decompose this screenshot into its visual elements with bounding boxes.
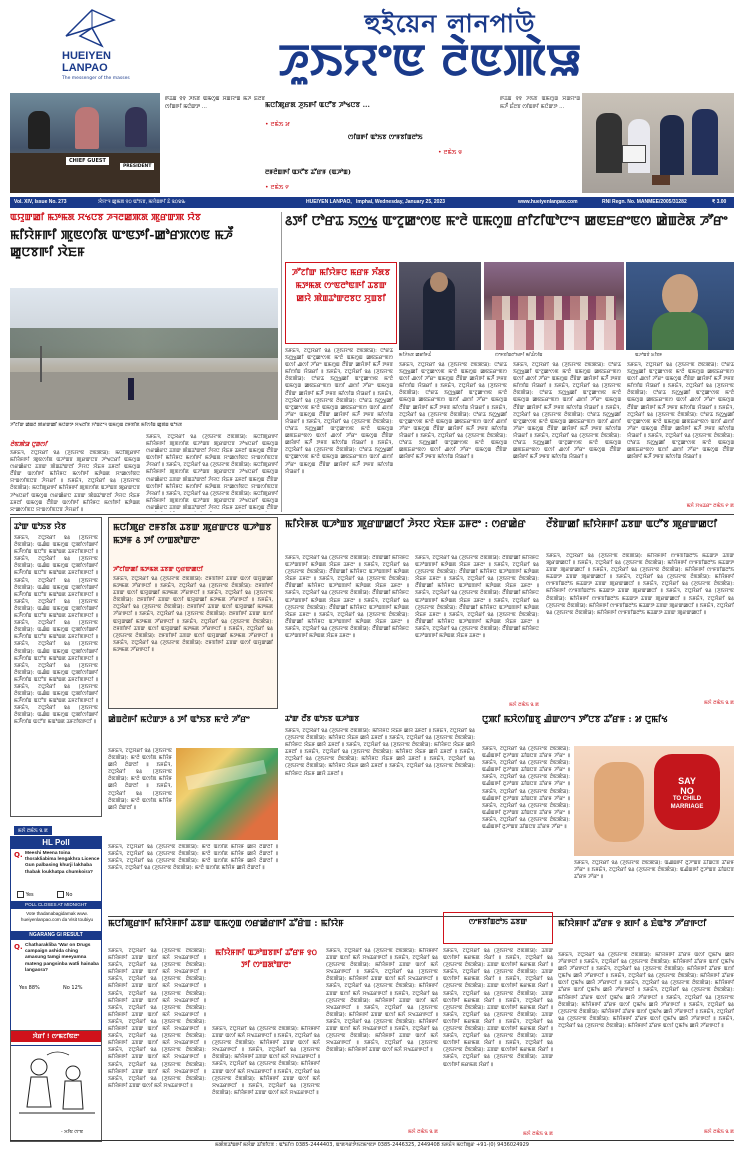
section-2-kicker: ꯍꯧꯖꯤꯛꯀꯤ ꯃꯇꯃꯗ ꯊꯕꯛ ꯁꯨꯔꯛꯀꯅꯤ — [113, 566, 204, 573]
brand-name-line1: HUEIYEN — [62, 50, 111, 62]
paper-name: HUEIYEN LANPAO, — [306, 199, 352, 205]
photo-caption-2: ꯁꯦꯝꯕꯤꯡꯂꯣꯏꯒꯤ ꯃꯤꯊꯪꯁꯤꯡ — [495, 353, 543, 358]
section-3-col-1: ꯏꯝꯐꯥꯜ, ꯖꯅꯨꯋꯥꯔꯤ ꯲꯴ (ꯍꯨꯏꯌꯦꯟ ꯂꯥꯟꯄꯥꯎ): ꯂꯩꯕꯥꯛꯀꯤ ꯃꯤꯌꯥꯝꯅ ꯑꯍꯣꯡꯕꯒꯤ ꯃꯇꯥꯡꯗ ꯋꯥꯐꯝ ꯊꯝꯂꯦ ꯫ ꯏꯝꯐꯥꯜ, ꯖꯅꯨꯋꯥꯔꯤ ꯲꯴ (ꯍꯨꯏꯌꯦꯟ ꯂꯥꯟꯄꯥꯎ): ꯂꯩꯕꯥꯛꯀꯤ ꯃꯤꯌꯥꯝꯅ ꯑꯍꯣꯡꯕꯒꯤ ꯃꯇꯥꯡꯗ ꯋꯥꯐꯝ ꯊꯝꯂꯦ ꯫ ꯏꯝꯐꯥꯜ, ꯖꯅꯨꯋꯥꯔꯤ ꯲꯴ (ꯍꯨꯏꯌꯦꯟ ꯂꯥꯟꯄꯥꯎ): ꯂꯩꯕꯥꯛꯀꯤ ꯃꯤꯌꯥꯝꯅ ꯑꯍꯣꯡꯕꯒꯤ ꯃꯇꯥꯡꯗ ꯋꯥꯐꯝ ꯊꯝꯂꯦ ꯫ ꯏꯝꯐꯥꯜ, ꯖꯅꯨꯋꯥꯔꯤ ꯲꯴ (ꯍꯨꯏꯌꯦꯟ ꯂꯥꯟꯄꯥꯎ): ꯂꯩꯕꯥꯛꯀꯤ ꯃꯤꯌꯥꯝꯅ ꯑꯍꯣꯡꯕꯒꯤ ꯃꯇꯥꯡꯗ ꯋꯥꯐꯝ ꯊꯝꯂꯦ ꯫ ꯏꯝꯐꯥꯜ, ꯖꯅꯨꯋꯥꯔꯤ ꯲꯴ (ꯍꯨꯏꯌꯦꯟ ꯂꯥꯟꯄꯥꯎ): ꯂꯩꯕꯥꯛꯀꯤ ꯃꯤꯌꯥꯝꯅ ꯑꯍꯣꯡꯕꯒꯤ ꯃꯇꯥꯡꯗ ꯋꯥꯐꯝ ꯊꯝꯂꯦ ꯫ ꯏꯝꯐꯥꯜ, ꯖꯅꯨꯋꯥꯔꯤ ꯲꯴ (ꯍꯨꯏꯌꯦꯟ ꯂꯥꯟꯄꯥꯎ): ꯂꯩꯕꯥꯛꯀꯤ ꯃꯤꯌꯥꯝꯅ ꯑꯍꯣꯡꯕꯒꯤ ꯃꯇꯥꯡꯗ ꯋꯥꯐꯝ ꯊꯝꯂꯦ ꯫ ꯏꯝꯐꯥꯜ, ꯖꯅꯨꯋꯥꯔꯤ ꯲꯴ (ꯍꯨꯏꯌꯦꯟ ꯂꯥꯟꯄꯥꯎ): ꯂꯩꯕꯥꯛꯀꯤ ꯃꯤꯌꯥꯝꯅ ꯑꯍꯣꯡꯕꯒꯤ ꯃꯇꯥꯡꯗ ꯋꯥꯐꯝ ꯊꯝꯂꯦ ꯫ — [285, 555, 409, 640]
poll-question: Meeshi Meena toina thorakliabima lengakhra Licence Gun palbasing khurji lakhaba thabak loukhatpa chumkoira? — [25, 851, 100, 875]
section-10 — [558, 918, 734, 1138]
section-6-body: ꯏꯝꯐꯥꯜ, ꯖꯅꯨꯋꯥꯔꯤ ꯲꯴ (ꯍꯨꯏꯌꯦꯟ ꯂꯥꯟꯄꯥꯎ): ꯃꯤꯌꯥꯝꯅ ꯋꯥꯐꯝ ꯀꯌꯥ ꯊꯝꯂꯤ ꯫ ꯏꯝꯐꯥꯜ, ꯖꯅꯨꯋꯥꯔꯤ ꯲꯴ (ꯍꯨꯏꯌꯦꯟ ꯂꯥꯟꯄꯥꯎ): ꯃꯤꯌꯥꯝꯅ ꯋꯥꯐꯝ ꯀꯌꯥ ꯊꯝꯂꯤ ꯫ ꯏꯝꯐꯥꯜ, ꯖꯅꯨꯋꯥꯔꯤ ꯲꯴ (ꯍꯨꯏꯌꯦꯟ ꯂꯥꯟꯄꯥꯎ): ꯃꯤꯌꯥꯝꯅ ꯋꯥꯐꯝ ꯀꯌꯥ ꯊꯝꯂꯤ ꯫ ꯏꯝꯐꯥꯜ, ꯖꯅꯨꯋꯥꯔꯤ ꯲꯴ (ꯍꯨꯏꯌꯦꯟ ꯂꯥꯟꯄꯥꯎ): ꯃꯤꯌꯥꯝꯅ ꯋꯥꯐꯝ ꯀꯌꯥ ꯊꯝꯂꯤ ꯫ ꯏꯝꯐꯥꯜ, ꯖꯅꯨꯋꯥꯔꯤ ꯲꯴ (ꯍꯨꯏꯌꯦꯟ ꯂꯥꯟꯄꯥꯎ): ꯃꯤꯌꯥꯝꯅ ꯋꯥꯐꯝ ꯀꯌꯥ ꯊꯝꯂꯤ ꯫ ꯏꯝꯐꯥꯜ, ꯖꯅꯨꯋꯥꯔꯤ ꯲꯴ (ꯍꯨꯏꯌꯦꯟ ꯂꯥꯟꯄꯥꯎ): ꯃꯤꯌꯥꯝꯅ ꯋꯥꯐꯝ ꯀꯌꯥ ꯊꯝꯂꯤ ꯫ ꯏꯝꯐꯥꯜ, ꯖꯅꯨꯋꯥꯔꯤ ꯲꯴ (ꯍꯨꯏꯌꯦꯟ ꯂꯥꯟꯄꯥꯎ): ꯃꯤꯌꯥꯝꯅ ꯋꯥꯐꯝ ꯀꯌꯥ ꯊꯝꯂꯤ ꯫ ꯏꯝꯐꯥꯜ, ꯖꯅꯨꯋꯥꯔꯤ ꯲꯴ (ꯍꯨꯏꯌꯦꯟ ꯂꯥꯟꯄꯥꯎ): ꯃꯤꯌꯥꯝꯅ ꯋꯥꯐꯝ ꯀꯌꯥ ꯊꯝꯂꯤ ꯫ — [285, 728, 475, 777]
top-left-photo — [10, 93, 160, 193]
cartoon-drawing — [17, 1047, 97, 1125]
lead-right-photo-1 — [399, 262, 481, 350]
child-marriage-sign-text-1: SAY — [678, 776, 696, 786]
masthead-title-meitei: ꯍꯨꯏꯌꯦꯟ ꯂꯥꯟꯄꯥꯎ — [278, 35, 582, 86]
section-3-headline: ꯃꯤꯌꯥꯝꯗ ꯑꯍꯣꯡꯕ ꯄꯨꯔꯛꯀꯅꯤ ꯍꯥꯌꯅ ꯋꯥꯐꯝ ꯊꯝꯂꯦ : ꯁꯔꯀꯥꯔ — [285, 519, 526, 530]
logo-icon — [62, 6, 118, 50]
cartoon-box — [10, 1030, 102, 1142]
poll-visit[interactable]: Vote thadanabagidamak www. hueiyenlanpao.com da Visit toubiyu — [20, 911, 94, 922]
section-10-headline: ꯃꯤꯌꯥꯝꯒꯤ ꯊꯧꯔꯝ ꯱ ꯗꯒꯤ ꯴ ꯐꯥꯑꯣꯕ ꯍꯧꯔꯒꯅꯤ — [558, 919, 707, 929]
website: www.hueiyenlanpao.com — [518, 199, 578, 205]
place-date: Imphal, Wednesday, January 25, 2023 — [356, 199, 446, 205]
lead-right-photo-3 — [626, 262, 734, 350]
section-6 — [285, 714, 475, 834]
lead-left-byline: ꯂꯥꯟꯄꯥꯎ ꯅꯨꯡꯁꯤ — [10, 441, 48, 448]
section-7-headline: ꯅꯨꯄꯤ ꯃꯆꯥꯁꯤꯡꯕꯨ ꯉꯥꯛꯁꯦꯜ ꯇꯧꯅꯕ ꯊꯧꯔꯝ : ꯷ ꯅꯨꯃꯤꯠ — [482, 715, 668, 725]
lead-left-kicker: ꯑꯌꯨꯛꯀꯤ ꯃꯇꯃꯗ ꯆꯠꯅꯕ ꯍꯜꯂꯀꯄꯗ ꯄꯨꯔꯛꯄ ꯌꯥꯕ — [10, 213, 201, 223]
child-marriage-photo — [574, 746, 734, 856]
poll-no-label: No — [65, 892, 73, 898]
footer: ꯃꯄꯥꯟꯊꯣꯡꯒꯤ ꯃꯆꯥꯛ ꯊꯤꯕꯤꯅꯕ : ꯑꯣꯐꯤꯁ 0385-2444403, ꯑꯦꯗꯚꯔꯇꯥꯏꯖꯃꯦꯟꯇ 0385-2446325, 2449408 ꯏꯝꯐꯥꯜ ꯃꯅꯤꯄꯨꯔ +91-(0) 9436024929 — [215, 1142, 529, 1148]
photo-caption-1: ꯃꯤꯍꯥꯏꯕ ꯀꯔꯤꯝꯊꯪ — [399, 353, 431, 358]
president-plate: PRESIDENT — [120, 163, 154, 170]
stop-hand-icon — [654, 754, 720, 830]
lead-left-body-1: ꯏꯝꯐꯥꯜ, ꯖꯅꯨꯋꯥꯔꯤ ꯲꯴ (ꯍꯨꯏꯌꯦꯟ ꯂꯥꯟꯄꯥꯎ): ꯃꯅꯤꯄꯨꯔꯒꯤ ꯃꯤꯌꯥꯝꯒꯤ ꯄꯨꯟꯁꯤꯗ ꯑꯍꯣꯡꯕ ꯄꯨꯔꯛꯅꯕ ꯍꯣꯠꯅꯔꯤ ꯑꯃꯁꯨꯡ ꯁꯔꯀꯥꯔꯅ ꯊꯕꯛ ꯄꯥꯡꯊꯣꯛꯂꯤ ꯍꯥꯌꯅ ꯋꯥꯐꯝ ꯊꯝꯂꯤ ꯑꯃꯁꯨꯡ ꯂꯩꯕꯥꯛ ꯑꯁꯤꯒꯤ ꯃꯤꯌꯥꯝꯅ ꯃꯁꯤꯒꯤ ꯃꯇꯥꯡꯗ ꯆꯦꯀꯁꯤꯟꯅ ꯌꯦꯡꯁꯤꯟꯅꯕ ꯍꯥꯌꯔꯤ ꯫ ꯏꯝꯐꯥꯜ, ꯖꯅꯨꯋꯥꯔꯤ ꯲꯴ (ꯍꯨꯏꯌꯦꯟ ꯂꯥꯟꯄꯥꯎ): ꯃꯅꯤꯄꯨꯔꯒꯤ ꯃꯤꯌꯥꯝꯒꯤ ꯄꯨꯟꯁꯤꯗ ꯑꯍꯣꯡꯕ ꯄꯨꯔꯛꯅꯕ ꯍꯣꯠꯅꯔꯤ ꯑꯃꯁꯨꯡ ꯁꯔꯀꯥꯔꯅ ꯊꯕꯛ ꯄꯥꯡꯊꯣꯛꯂꯤ ꯍꯥꯌꯅ ꯋꯥꯐꯝ ꯊꯝꯂꯤ ꯑꯃꯁꯨꯡ ꯂꯩꯕꯥꯛ ꯑꯁꯤꯒꯤ ꯃꯤꯌꯥꯝꯅ ꯃꯁꯤꯒꯤ ꯃꯇꯥꯡꯗ ꯆꯦꯀꯁꯤꯟꯅ ꯌꯦꯡꯁꯤꯟꯅꯕ ꯍꯥꯌꯔꯤ ꯫ — [10, 450, 140, 512]
chief-guest-plate: CHIEF GUEST — [66, 157, 109, 165]
child-marriage-sign-text-3: TO CHILD — [672, 796, 702, 802]
cartoon-title: ꯋꯥꯔꯤ ! ꯁꯦꯃꯖꯤꯟꯂꯦ — [11, 1031, 101, 1042]
section-10-more[interactable]: ꯃꯈꯥ ꯂꯃꯥꯏ ꯲ ꯗ — [704, 1129, 734, 1135]
photo-caption-3: ꯑꯍꯣꯡꯕꯥ ꯐꯤꯕꯝ — [635, 353, 663, 358]
lead-right-more[interactable]: ꯃꯈꯥ ꯆꯠꯊꯔꯦ ꯂꯃꯥꯏ ꯵ ꯗ — [686, 503, 734, 509]
section-8-headline: ꯃꯅꯤꯄꯨꯔꯒꯤ ꯃꯤꯌꯥꯝꯒꯤ ꯊꯕꯛ ꯑꯃꯁꯨꯡ ꯁꯔꯀꯥꯔꯒꯤ ꯊꯧꯔꯥꯡ : ꯃꯤꯌꯥꯝ — [108, 919, 344, 929]
teaser-3-text: ꯂꯝꯂꯥꯡꯒꯤ ꯑꯆꯧꯕ ꯊꯧꯔꯝ (ꯑꯍꯣꯡ) — [265, 168, 351, 176]
lead-right-photo-2 — [484, 262, 624, 350]
poll-heading: HL Poll — [11, 837, 101, 849]
section-9 — [443, 912, 553, 1138]
price: ₹ 3.00 — [712, 199, 727, 205]
teaser-2-text: ꯁꯤꯡꯒꯤ ꯑꯣꯏꯕ ꯁꯦꯝꯕꯤꯡꯂꯣꯏ — [348, 133, 423, 141]
lead-right — [285, 212, 734, 512]
section-9-box: ꯁꯦꯝꯕꯤꯡꯂꯣꯏ ꯊꯕꯛ — [443, 912, 553, 944]
section-3 — [285, 517, 540, 709]
section-3-col-2: ꯏꯝꯐꯥꯜ, ꯖꯅꯨꯋꯥꯔꯤ ꯲꯴ (ꯍꯨꯏꯌꯦꯟ ꯂꯥꯟꯄꯥꯎ): ꯂꯩꯕꯥꯛꯀꯤ ꯃꯤꯌꯥꯝꯅ ꯑꯍꯣꯡꯕꯒꯤ ꯃꯇꯥꯡꯗ ꯋꯥꯐꯝ ꯊꯝꯂꯦ ꯫ ꯏꯝꯐꯥꯜ, ꯖꯅꯨꯋꯥꯔꯤ ꯲꯴ (ꯍꯨꯏꯌꯦꯟ ꯂꯥꯟꯄꯥꯎ): ꯂꯩꯕꯥꯛꯀꯤ ꯃꯤꯌꯥꯝꯅ ꯑꯍꯣꯡꯕꯒꯤ ꯃꯇꯥꯡꯗ ꯋꯥꯐꯝ ꯊꯝꯂꯦ ꯫ ꯏꯝꯐꯥꯜ, ꯖꯅꯨꯋꯥꯔꯤ ꯲꯴ (ꯍꯨꯏꯌꯦꯟ ꯂꯥꯟꯄꯥꯎ): ꯂꯩꯕꯥꯛꯀꯤ ꯃꯤꯌꯥꯝꯅ ꯑꯍꯣꯡꯕꯒꯤ ꯃꯇꯥꯡꯗ ꯋꯥꯐꯝ ꯊꯝꯂꯦ ꯫ ꯏꯝꯐꯥꯜ, ꯖꯅꯨꯋꯥꯔꯤ ꯲꯴ (ꯍꯨꯏꯌꯦꯟ ꯂꯥꯟꯄꯥꯎ): ꯂꯩꯕꯥꯛꯀꯤ ꯃꯤꯌꯥꯝꯅ ꯑꯍꯣꯡꯕꯒꯤ ꯃꯇꯥꯡꯗ ꯋꯥꯐꯝ ꯊꯝꯂꯦ ꯫ ꯏꯝꯐꯥꯜ, ꯖꯅꯨꯋꯥꯔꯤ ꯲꯴ (ꯍꯨꯏꯌꯦꯟ ꯂꯥꯟꯄꯥꯎ): ꯂꯩꯕꯥꯛꯀꯤ ꯃꯤꯌꯥꯝꯅ ꯑꯍꯣꯡꯕꯒꯤ ꯃꯇꯥꯡꯗ ꯋꯥꯐꯝ ꯊꯝꯂꯦ ꯫ ꯏꯝꯐꯥꯜ, ꯖꯅꯨꯋꯥꯔꯤ ꯲꯴ (ꯍꯨꯏꯌꯦꯟ ꯂꯥꯟꯄꯥꯎ): ꯂꯩꯕꯥꯛꯀꯤ ꯃꯤꯌꯥꯝꯅ ꯑꯍꯣꯡꯕꯒꯤ ꯃꯇꯥꯡꯗ ꯋꯥꯐꯝ ꯊꯝꯂꯦ ꯫ ꯏꯝꯐꯥꯜ, ꯖꯅꯨꯋꯥꯔꯤ ꯲꯴ (ꯍꯨꯏꯌꯦꯟ ꯂꯥꯟꯄꯥꯎ): ꯂꯩꯕꯥꯛꯀꯤ ꯃꯤꯌꯥꯝꯅ ꯑꯍꯣꯡꯕꯒꯤ ꯃꯇꯥꯡꯗ ꯋꯥꯐꯝ ꯊꯝꯂꯦ ꯫ — [415, 555, 539, 640]
section-5-body-2: ꯏꯝꯐꯥꯜ, ꯖꯅꯨꯋꯥꯔꯤ ꯲꯴ (ꯍꯨꯏꯌꯦꯟ ꯂꯥꯟꯄꯥꯎ): ꯃꯦꯂꯥ ꯑꯁꯤꯗ ꯃꯤꯌꯥꯝ ꯀꯌꯥ ꯂꯥꯛꯂꯤ ꯫ ꯏꯝꯐꯥꯜ, ꯖꯅꯨꯋꯥꯔꯤ ꯲꯴ (ꯍꯨꯏꯌꯦꯟ ꯂꯥꯟꯄꯥꯎ): ꯃꯦꯂꯥ ꯑꯁꯤꯗ ꯃꯤꯌꯥꯝ ꯀꯌꯥ ꯂꯥꯛꯂꯤ ꯫ ꯏꯝꯐꯥꯜ, ꯖꯅꯨꯋꯥꯔꯤ ꯲꯴ (ꯍꯨꯏꯌꯦꯟ ꯂꯥꯟꯄꯥꯎ): ꯃꯦꯂꯥ ꯑꯁꯤꯗ ꯃꯤꯌꯥꯝ ꯀꯌꯥ ꯂꯥꯛꯂꯤ ꯫ ꯏꯝꯐꯥꯜ, ꯖꯅꯨꯋꯥꯔꯤ ꯲꯴ (ꯍꯨꯏꯌꯦꯟ ꯂꯥꯟꯄꯥꯎ): ꯃꯦꯂꯥ ꯑꯁꯤꯗ ꯃꯤꯌꯥꯝ ꯀꯌꯥ ꯂꯥꯛꯂꯤ ꯫ — [108, 844, 278, 872]
section-7-body-2: ꯏꯝꯐꯥꯜ, ꯖꯅꯨꯋꯥꯔꯤ ꯲꯴ (ꯍꯨꯏꯌꯦꯟ ꯂꯥꯟꯄꯥꯎ): ꯑꯉꯥꯡꯒꯤ ꯂꯨꯍꯣꯡꯕ ꯊꯤꯡꯅꯕ ꯊꯧꯔꯝ ꯍꯧꯔꯦ ꯫ ꯏꯝꯐꯥꯜ, ꯖꯅꯨꯋꯥꯔꯤ ꯲꯴ (ꯍꯨꯏꯌꯦꯟ ꯂꯥꯟꯄꯥꯎ): ꯑꯉꯥꯡꯒꯤ ꯂꯨꯍꯣꯡꯕ ꯊꯤꯡꯅꯕ ꯊꯧꯔꯝ ꯍꯧꯔꯦ ꯫ — [574, 860, 734, 881]
section-8-red-box: ꯃꯤꯌꯥꯝꯒꯤ ꯑꯍꯣꯡꯕꯒꯤ ꯊꯧꯔꯝ ꯱꯰ ꯇꯤ ꯁꯦꯡꯗꯣꯛꯂꯦ — [215, 947, 317, 969]
section-4-body: ꯏꯝꯐꯥꯜ, ꯖꯅꯨꯋꯥꯔꯤ ꯲꯴ (ꯍꯨꯏꯌꯦꯟ ꯂꯥꯟꯄꯥꯎ): ꯃꯤꯌꯥꯝꯒꯤ ꯁꯦꯝꯕꯤꯡꯂꯣꯏ ꯃꯊꯛꯇ ꯊꯕꯛ ꯄꯨꯔꯛꯀꯅꯤ ꯫ ꯏꯝꯐꯥꯜ, ꯖꯅꯨꯋꯥꯔꯤ ꯲꯴ (ꯍꯨꯏꯌꯦꯟ ꯂꯥꯟꯄꯥꯎ): ꯃꯤꯌꯥꯝꯒꯤ ꯁꯦꯝꯕꯤꯡꯂꯣꯏ ꯃꯊꯛꯇ ꯊꯕꯛ ꯄꯨꯔꯛꯀꯅꯤ ꯫ ꯏꯝꯐꯥꯜ, ꯖꯅꯨꯋꯥꯔꯤ ꯲꯴ (ꯍꯨꯏꯌꯦꯟ ꯂꯥꯟꯄꯥꯎ): ꯃꯤꯌꯥꯝꯒꯤ ꯁꯦꯝꯕꯤꯡꯂꯣꯏ ꯃꯊꯛꯇ ꯊꯕꯛ ꯄꯨꯔꯛꯀꯅꯤ ꯫ ꯏꯝꯐꯥꯜ, ꯖꯅꯨꯋꯥꯔꯤ ꯲꯴ (ꯍꯨꯏꯌꯦꯟ ꯂꯥꯟꯄꯥꯎ): ꯃꯤꯌꯥꯝꯒꯤ ꯁꯦꯝꯕꯤꯡꯂꯣꯏ ꯃꯊꯛꯇ ꯊꯕꯛ ꯄꯨꯔꯛꯀꯅꯤ ꯫ ꯏꯝꯐꯥꯜ, ꯖꯅꯨꯋꯥꯔꯤ ꯲꯴ (ꯍꯨꯏꯌꯦꯟ ꯂꯥꯟꯄꯥꯎ): ꯃꯤꯌꯥꯝꯒꯤ ꯁꯦꯝꯕꯤꯡꯂꯣꯏ ꯃꯊꯛꯇ ꯊꯕꯛ ꯄꯨꯔꯛꯀꯅꯤ ꯫ ꯏꯝꯐꯥꯜ, ꯖꯅꯨꯋꯥꯔꯤ ꯲꯴ (ꯍꯨꯏꯌꯦꯟ ꯂꯥꯟꯄꯥꯎ): ꯃꯤꯌꯥꯝꯒꯤ ꯁꯦꯝꯕꯤꯡꯂꯣꯏ ꯃꯊꯛꯇ ꯊꯕꯛ ꯄꯨꯔꯛꯀꯅꯤ ꯫ ꯏꯝꯐꯥꯜ, ꯖꯅꯨꯋꯥꯔꯤ ꯲꯴ (ꯍꯨꯏꯌꯦꯟ ꯂꯥꯟꯄꯥꯎ): ꯃꯤꯌꯥꯝꯒꯤ ꯁꯦꯝꯕꯤꯡꯂꯣꯏ ꯃꯊꯛꯇ ꯊꯕꯛ ꯄꯨꯔꯛꯀꯅꯤ ꯫ ꯏꯝꯐꯥꯜ, ꯖꯅꯨꯋꯥꯔꯤ ꯲꯴ (ꯍꯨꯏꯌꯦꯟ ꯂꯥꯟꯄꯥꯎ): ꯃꯤꯌꯥꯝꯒꯤ ꯁꯦꯝꯕꯤꯡꯂꯣꯏ ꯃꯊꯛꯇ ꯊꯕꯛ ꯄꯨꯔꯛꯀꯅꯤ ꯫ — [546, 553, 734, 616]
volume: Vol. XIV, Issue No. 273 — [14, 199, 67, 205]
meitei-date: ꯋꯥꯌꯦꯜ ꯀꯨꯃꯗ ꯱꯰ ꯑꯣꯏꯕ, ꯃꯌꯥꯡꯒꯤ ꯊꯥ ꯲꯰꯲꯳ — [98, 199, 186, 205]
teaser-1-page: • ꯂꯃꯥꯏ ꯷ — [265, 121, 290, 128]
lead-right-col-1: ꯏꯝꯐꯥꯜ, ꯖꯅꯨꯋꯥꯔꯤ ꯲꯴ (ꯍꯨꯏꯌꯦꯟ ꯂꯥꯟꯄꯥꯎ): ꯅꯣꯔꯊ ꯏꯁ꯭ꯠꯀꯤ ꯑꯦꯖꯨꯀꯦꯁꯟ ꯃꯦꯂꯥ ꯑꯃꯁꯨꯡ ꯀꯟꯐꯔꯦꯟꯁ ꯑꯁꯤ ꯉꯁꯤ ꯍꯧꯔꯦ ꯑꯃꯁꯨꯡ ꯂꯩꯕꯥꯛ ꯀꯌꯥꯒꯤ ꯃꯍꯩ ꯇꯝꯕ ꯃꯤꯁꯤꯡ ꯌꯥꯎꯔꯤ ꯫ ꯏꯝꯐꯥꯜ, ꯖꯅꯨꯋꯥꯔꯤ ꯲꯴ (ꯍꯨꯏꯌꯦꯟ ꯂꯥꯟꯄꯥꯎ): ꯅꯣꯔꯊ ꯏꯁ꯭ꯠꯀꯤ ꯑꯦꯖꯨꯀꯦꯁꯟ ꯃꯦꯂꯥ ꯑꯃꯁꯨꯡ ꯀꯟꯐꯔꯦꯟꯁ ꯑꯁꯤ ꯉꯁꯤ ꯍꯧꯔꯦ ꯑꯃꯁꯨꯡ ꯂꯩꯕꯥꯛ ꯀꯌꯥꯒꯤ ꯃꯍꯩ ꯇꯝꯕ ꯃꯤꯁꯤꯡ ꯌꯥꯎꯔꯤ ꯫ ꯏꯝꯐꯥꯜ, ꯖꯅꯨꯋꯥꯔꯤ ꯲꯴ (ꯍꯨꯏꯌꯦꯟ ꯂꯥꯟꯄꯥꯎ): ꯅꯣꯔꯊ ꯏꯁ꯭ꯠꯀꯤ ꯑꯦꯖꯨꯀꯦꯁꯟ ꯃꯦꯂꯥ ꯑꯃꯁꯨꯡ ꯀꯟꯐꯔꯦꯟꯁ ꯑꯁꯤ ꯉꯁꯤ ꯍꯧꯔꯦ ꯑꯃꯁꯨꯡ ꯂꯩꯕꯥꯛ ꯀꯌꯥꯒꯤ ꯃꯍꯩ ꯇꯝꯕ ꯃꯤꯁꯤꯡ ꯌꯥꯎꯔꯤ ꯫ ꯏꯝꯐꯥꯜ, ꯖꯅꯨꯋꯥꯔꯤ ꯲꯴ (ꯍꯨꯏꯌꯦꯟ ꯂꯥꯟꯄꯥꯎ): ꯅꯣꯔꯊ ꯏꯁ꯭ꯠꯀꯤ ꯑꯦꯖꯨꯀꯦꯁꯟ ꯃꯦꯂꯥ ꯑꯃꯁꯨꯡ ꯀꯟꯐꯔꯦꯟꯁ ꯑꯁꯤ ꯉꯁꯤ ꯍꯧꯔꯦ ꯑꯃꯁꯨꯡ ꯂꯩꯕꯥꯛ ꯀꯌꯥꯒꯤ ꯃꯍꯩ ꯇꯝꯕ ꯃꯤꯁꯤꯡ ꯌꯥꯎꯔꯤ ꯫ ꯏꯝꯐꯥꯜ, ꯖꯅꯨꯋꯥꯔꯤ ꯲꯴ (ꯍꯨꯏꯌꯦꯟ ꯂꯥꯟꯄꯥꯎ): ꯅꯣꯔꯊ ꯏꯁ꯭ꯠꯀꯤ ꯑꯦꯖꯨꯀꯦꯁꯟ ꯃꯦꯂꯥ ꯑꯃꯁꯨꯡ ꯀꯟꯐꯔꯦꯟꯁ ꯑꯁꯤ ꯉꯁꯤ ꯍꯧꯔꯦ ꯑꯃꯁꯨꯡ ꯂꯩꯕꯥꯛ ꯀꯌꯥꯒꯤ ꯃꯍꯩ ꯇꯝꯕ ꯃꯤꯁꯤꯡ ꯌꯥꯎꯔꯤ ꯫ — [285, 348, 393, 475]
section-7-body: ꯏꯝꯐꯥꯜ, ꯖꯅꯨꯋꯥꯔꯤ ꯲꯴ (ꯍꯨꯏꯌꯦꯟ ꯂꯥꯟꯄꯥꯎ): ꯑꯉꯥꯡꯒꯤ ꯂꯨꯍꯣꯡꯕ ꯊꯤꯡꯅꯕ ꯊꯧꯔꯝ ꯍꯧꯔꯦ ꯫ ꯏꯝꯐꯥꯜ, ꯖꯅꯨꯋꯥꯔꯤ ꯲꯴ (ꯍꯨꯏꯌꯦꯟ ꯂꯥꯟꯄꯥꯎ): ꯑꯉꯥꯡꯒꯤ ꯂꯨꯍꯣꯡꯕ ꯊꯤꯡꯅꯕ ꯊꯧꯔꯝ ꯍꯧꯔꯦ ꯫ ꯏꯝꯐꯥꯜ, ꯖꯅꯨꯋꯥꯔꯤ ꯲꯴ (ꯍꯨꯏꯌꯦꯟ ꯂꯥꯟꯄꯥꯎ): ꯑꯉꯥꯡꯒꯤ ꯂꯨꯍꯣꯡꯕ ꯊꯤꯡꯅꯕ ꯊꯧꯔꯝ ꯍꯧꯔꯦ ꯫ ꯏꯝꯐꯥꯜ, ꯖꯅꯨꯋꯥꯔꯤ ꯲꯴ (ꯍꯨꯏꯌꯦꯟ ꯂꯥꯟꯄꯥꯎ): ꯑꯉꯥꯡꯒꯤ ꯂꯨꯍꯣꯡꯕ ꯊꯤꯡꯅꯕ ꯊꯧꯔꯝ ꯍꯧꯔꯦ ꯫ ꯏꯝꯐꯥꯜ, ꯖꯅꯨꯋꯥꯔꯤ ꯲꯴ (ꯍꯨꯏꯌꯦꯟ ꯂꯥꯟꯄꯥꯎ): ꯑꯉꯥꯡꯒꯤ ꯂꯨꯍꯣꯡꯕ ꯊꯤꯡꯅꯕ ꯊꯧꯔꯝ ꯍꯧꯔꯦ ꯫ ꯏꯝꯐꯥꯜ, ꯖꯅꯨꯋꯥꯔꯤ ꯲꯴ (ꯍꯨꯏꯌꯦꯟ ꯂꯥꯟꯄꯥꯎ): ꯑꯉꯥꯡꯒꯤ ꯂꯨꯍꯣꯡꯕ ꯊꯤꯡꯅꯕ ꯊꯧꯔꯝ ꯍꯧꯔꯦ ꯫ — [482, 746, 570, 831]
poll-result-yes: Yes 88% — [19, 985, 40, 991]
section-8-col-1: ꯏꯝꯐꯥꯜ, ꯖꯅꯨꯋꯥꯔꯤ ꯲꯴ (ꯍꯨꯏꯌꯦꯟ ꯂꯥꯟꯄꯥꯎ): ꯃꯤꯌꯥꯝꯒꯤ ꯊꯕꯛ ꯑꯁꯤ ꯃꯈꯥ ꯆꯠꯊꯔꯒꯅꯤ ꯫ ꯏꯝꯐꯥꯜ, ꯖꯅꯨꯋꯥꯔꯤ ꯲꯴ (ꯍꯨꯏꯌꯦꯟ ꯂꯥꯟꯄꯥꯎ): ꯃꯤꯌꯥꯝꯒꯤ ꯊꯕꯛ ꯑꯁꯤ ꯃꯈꯥ ꯆꯠꯊꯔꯒꯅꯤ ꯫ ꯏꯝꯐꯥꯜ, ꯖꯅꯨꯋꯥꯔꯤ ꯲꯴ (ꯍꯨꯏꯌꯦꯟ ꯂꯥꯟꯄꯥꯎ): ꯃꯤꯌꯥꯝꯒꯤ ꯊꯕꯛ ꯑꯁꯤ ꯃꯈꯥ ꯆꯠꯊꯔꯒꯅꯤ ꯫ ꯏꯝꯐꯥꯜ, ꯖꯅꯨꯋꯥꯔꯤ ꯲꯴ (ꯍꯨꯏꯌꯦꯟ ꯂꯥꯟꯄꯥꯎ): ꯃꯤꯌꯥꯝꯒꯤ ꯊꯕꯛ ꯑꯁꯤ ꯃꯈꯥ ꯆꯠꯊꯔꯒꯅꯤ ꯫ ꯏꯝꯐꯥꯜ, ꯖꯅꯨꯋꯥꯔꯤ ꯲꯴ (ꯍꯨꯏꯌꯦꯟ ꯂꯥꯟꯄꯥꯎ): ꯃꯤꯌꯥꯝꯒꯤ ꯊꯕꯛ ꯑꯁꯤ ꯃꯈꯥ ꯆꯠꯊꯔꯒꯅꯤ ꯫ ꯏꯝꯐꯥꯜ, ꯖꯅꯨꯋꯥꯔꯤ ꯲꯴ (ꯍꯨꯏꯌꯦꯟ ꯂꯥꯟꯄꯥꯎ): ꯃꯤꯌꯥꯝꯒꯤ ꯊꯕꯛ ꯑꯁꯤ ꯃꯈꯥ ꯆꯠꯊꯔꯒꯅꯤ ꯫ ꯏꯝꯐꯥꯜ, ꯖꯅꯨꯋꯥꯔꯤ ꯲꯴ (ꯍꯨꯏꯌꯦꯟ ꯂꯥꯟꯄꯥꯎ): ꯃꯤꯌꯥꯝꯒꯤ ꯊꯕꯛ ꯑꯁꯤ ꯃꯈꯥ ꯆꯠꯊꯔꯒꯅꯤ ꯫ ꯏꯝꯐꯥꯜ, ꯖꯅꯨꯋꯥꯔꯤ ꯲꯴ (ꯍꯨꯏꯌꯦꯟ ꯂꯥꯟꯄꯥꯎ): ꯃꯤꯌꯥꯝꯒꯤ ꯊꯕꯛ ꯑꯁꯤ ꯃꯈꯥ ꯆꯠꯊꯔꯒꯅꯤ ꯫ ꯏꯝꯐꯥꯜ, ꯖꯅꯨꯋꯥꯔꯤ ꯲꯴ (ꯍꯨꯏꯌꯦꯟ ꯂꯥꯟꯄꯥꯎ): ꯃꯤꯌꯥꯝꯒꯤ ꯊꯕꯛ ꯑꯁꯤ ꯃꯈꯥ ꯆꯠꯊꯔꯒꯅꯤ ꯫ ꯏꯝꯐꯥꯜ, ꯖꯅꯨꯋꯥꯔꯤ ꯲꯴ (ꯍꯨꯏꯌꯦꯟ ꯂꯥꯟꯄꯥꯎ): ꯃꯤꯌꯥꯝꯒꯤ ꯊꯕꯛ ꯑꯁꯤ ꯃꯈꯥ ꯆꯠꯊꯔꯒꯅꯤ ꯫ — [108, 948, 206, 1089]
masthead — [0, 0, 743, 92]
masthead-title-bengali: হুইয়েন লানপাউ — [364, 9, 536, 38]
teaser-3-page: • ꯂꯃꯥꯏ ꯵ — [265, 184, 289, 191]
poll-no-option[interactable] — [57, 891, 72, 898]
section-2-body: ꯏꯝꯐꯥꯜ, ꯖꯅꯨꯋꯥꯔꯤ ꯲꯴ (ꯍꯨꯏꯌꯦꯟ ꯂꯥꯟꯄꯥꯎ): ꯂꯝꯕꯤꯒꯤ ꯊꯕꯛ ꯑꯁꯤ ꯑꯌꯨꯛꯀꯤ ꯃꯇꯃꯗ ꯍꯧꯔꯒꯅꯤ ꯫ ꯏꯝꯐꯥꯜ, ꯖꯅꯨꯋꯥꯔꯤ ꯲꯴ (ꯍꯨꯏꯌꯦꯟ ꯂꯥꯟꯄꯥꯎ): ꯂꯝꯕꯤꯒꯤ ꯊꯕꯛ ꯑꯁꯤ ꯑꯌꯨꯛꯀꯤ ꯃꯇꯃꯗ ꯍꯧꯔꯒꯅꯤ ꯫ ꯏꯝꯐꯥꯜ, ꯖꯅꯨꯋꯥꯔꯤ ꯲꯴ (ꯍꯨꯏꯌꯦꯟ ꯂꯥꯟꯄꯥꯎ): ꯂꯝꯕꯤꯒꯤ ꯊꯕꯛ ꯑꯁꯤ ꯑꯌꯨꯛꯀꯤ ꯃꯇꯃꯗ ꯍꯧꯔꯒꯅꯤ ꯫ ꯏꯝꯐꯥꯜ, ꯖꯅꯨꯋꯥꯔꯤ ꯲꯴ (ꯍꯨꯏꯌꯦꯟ ꯂꯥꯟꯄꯥꯎ): ꯂꯝꯕꯤꯒꯤ ꯊꯕꯛ ꯑꯁꯤ ꯑꯌꯨꯛꯀꯤ ꯃꯇꯃꯗ ꯍꯧꯔꯒꯅꯤ ꯫ ꯏꯝꯐꯥꯜ, ꯖꯅꯨꯋꯥꯔꯤ ꯲꯴ (ꯍꯨꯏꯌꯦꯟ ꯂꯥꯟꯄꯥꯎ): ꯂꯝꯕꯤꯒꯤ ꯊꯕꯛ ꯑꯁꯤ ꯑꯌꯨꯛꯀꯤ ꯃꯇꯃꯗ ꯍꯧꯔꯒꯅꯤ ꯫ ꯏꯝꯐꯥꯜ, ꯖꯅꯨꯋꯥꯔꯤ ꯲꯴ (ꯍꯨꯏꯌꯦꯟ ꯂꯥꯟꯄꯥꯎ): ꯂꯝꯕꯤꯒꯤ ꯊꯕꯛ ꯑꯁꯤ ꯑꯌꯨꯛꯀꯤ ꯃꯇꯃꯗ ꯍꯧꯔꯒꯅꯤ ꯫ ꯏꯝꯐꯥꯜ, ꯖꯅꯨꯋꯥꯔꯤ ꯲꯴ (ꯍꯨꯏꯌꯦꯟ ꯂꯥꯟꯄꯥꯎ): ꯂꯝꯕꯤꯒꯤ ꯊꯕꯛ ꯑꯁꯤ ꯑꯌꯨꯛꯀꯤ ꯃꯇꯃꯗ ꯍꯧꯔꯒꯅꯤ ꯫ ꯏꯝꯐꯥꯜ, ꯖꯅꯨꯋꯥꯔꯤ ꯲꯴ (ꯍꯨꯏꯌꯦꯟ ꯂꯥꯟꯄꯥꯎ): ꯂꯝꯕꯤꯒꯤ ꯊꯕꯛ ꯑꯁꯤ ꯑꯌꯨꯛꯀꯤ ꯃꯇꯃꯗ ꯍꯧꯔꯒꯅꯤ ꯫ — [113, 576, 273, 653]
teaser-left-sidebar[interactable]: ꯃꯈꯥ ꯂꯃꯥꯏ ꯲ ꯗ — [14, 826, 52, 835]
top-right-photo — [582, 93, 734, 193]
lead-right-col-4: ꯏꯝꯐꯥꯜ, ꯖꯅꯨꯋꯥꯔꯤ ꯲꯴ (ꯍꯨꯏꯌꯦꯟ ꯂꯥꯟꯄꯥꯎ): ꯅꯣꯔꯊ ꯏꯁ꯭ꯠꯀꯤ ꯑꯦꯖꯨꯀꯦꯁꯟ ꯃꯦꯂꯥ ꯑꯃꯁꯨꯡ ꯀꯟꯐꯔꯦꯟꯁ ꯑꯁꯤ ꯉꯁꯤ ꯍꯧꯔꯦ ꯑꯃꯁꯨꯡ ꯂꯩꯕꯥꯛ ꯀꯌꯥꯒꯤ ꯃꯍꯩ ꯇꯝꯕ ꯃꯤꯁꯤꯡ ꯌꯥꯎꯔꯤ ꯫ ꯏꯝꯐꯥꯜ, ꯖꯅꯨꯋꯥꯔꯤ ꯲꯴ (ꯍꯨꯏꯌꯦꯟ ꯂꯥꯟꯄꯥꯎ): ꯅꯣꯔꯊ ꯏꯁ꯭ꯠꯀꯤ ꯑꯦꯖꯨꯀꯦꯁꯟ ꯃꯦꯂꯥ ꯑꯃꯁꯨꯡ ꯀꯟꯐꯔꯦꯟꯁ ꯑꯁꯤ ꯉꯁꯤ ꯍꯧꯔꯦ ꯑꯃꯁꯨꯡ ꯂꯩꯕꯥꯛ ꯀꯌꯥꯒꯤ ꯃꯍꯩ ꯇꯝꯕ ꯃꯤꯁꯤꯡ ꯌꯥꯎꯔꯤ ꯫ ꯏꯝꯐꯥꯜ, ꯖꯅꯨꯋꯥꯔꯤ ꯲꯴ (ꯍꯨꯏꯌꯦꯟ ꯂꯥꯟꯄꯥꯎ): ꯅꯣꯔꯊ ꯏꯁ꯭ꯠꯀꯤ ꯑꯦꯖꯨꯀꯦꯁꯟ ꯃꯦꯂꯥ ꯑꯃꯁꯨꯡ ꯀꯟꯐꯔꯦꯟꯁ ꯑꯁꯤ ꯉꯁꯤ ꯍꯧꯔꯦ ꯑꯃꯁꯨꯡ ꯂꯩꯕꯥꯛ ꯀꯌꯥꯒꯤ ꯃꯍꯩ ꯇꯝꯕ ꯃꯤꯁꯤꯡ ꯌꯥꯎꯔꯤ ꯫ ꯏꯝꯐꯥꯜ, ꯖꯅꯨꯋꯥꯔꯤ ꯲꯴ (ꯍꯨꯏꯌꯦꯟ ꯂꯥꯟꯄꯥꯎ): ꯅꯣꯔꯊ ꯏꯁ꯭ꯠꯀꯤ ꯑꯦꯖꯨꯀꯦꯁꯟ ꯃꯦꯂꯥ ꯑꯃꯁꯨꯡ ꯀꯟꯐꯔꯦꯟꯁ ꯑꯁꯤ ꯉꯁꯤ ꯍꯧꯔꯦ ꯑꯃꯁꯨꯡ ꯂꯩꯕꯥꯛ ꯀꯌꯥꯒꯤ ꯃꯍꯩ ꯇꯝꯕ ꯃꯤꯁꯤꯡ ꯌꯥꯎꯔꯤ ꯫ — [627, 362, 734, 461]
section-3-more[interactable]: ꯃꯈꯥ ꯂꯃꯥꯏ ꯲ ꯗ — [509, 702, 539, 708]
top-right-story: ꯒꯪꯊꯥꯡ ꯱꯱ ꯍꯥꯏꯕ ꯑꯃꯁꯨꯡ ꯆꯥꯡꯌꯦꯡ ꯃꯍꯩ ꯐꯪꯂꯕ ꯁꯤꯡꯒꯤ ꯃꯅꯥꯛꯇ ... — [500, 96, 580, 110]
lead-left-photo — [10, 288, 278, 420]
section-5-headline: ꯀꯥꯡꯂꯥꯒꯤ ꯃꯅꯥꯛꯇ ꯴ ꯇꯤ ꯑꯣꯏꯕ ꯃꯦꯂꯥ ꯍꯧꯔꯦ — [108, 715, 250, 725]
section-7 — [482, 714, 734, 914]
section-5-body-1: ꯏꯝꯐꯥꯜ, ꯖꯅꯨꯋꯥꯔꯤ ꯲꯴ (ꯍꯨꯏꯌꯦꯟ ꯂꯥꯟꯄꯥꯎ): ꯃꯦꯂꯥ ꯑꯁꯤꯗ ꯃꯤꯌꯥꯝ ꯀꯌꯥ ꯂꯥꯛꯂꯤ ꯫ ꯏꯝꯐꯥꯜ, ꯖꯅꯨꯋꯥꯔꯤ ꯲꯴ (ꯍꯨꯏꯌꯦꯟ ꯂꯥꯟꯄꯥꯎ): ꯃꯦꯂꯥ ꯑꯁꯤꯗ ꯃꯤꯌꯥꯝ ꯀꯌꯥ ꯂꯥꯛꯂꯤ ꯫ ꯏꯝꯐꯥꯜ, ꯖꯅꯨꯋꯥꯔꯤ ꯲꯴ (ꯍꯨꯏꯌꯦꯟ ꯂꯥꯟꯄꯥꯎ): ꯃꯦꯂꯥ ꯑꯁꯤꯗ ꯃꯤꯌꯥꯝ ꯀꯌꯥ ꯂꯥꯛꯂꯤ ꯫ — [108, 748, 172, 811]
section-2-headline: ꯃꯅꯤꯄꯨꯔ ꯂꯝꯕꯤꯗ ꯊꯕꯛ ꯄꯨꯔꯛꯅꯕ ꯑꯍꯣꯡꯕ ꯃꯇꯝ ꯴ ꯇꯤ ꯁꯦꯡꯗꯣꯛꯂꯦ — [113, 523, 272, 546]
section-8-more[interactable]: ꯃꯈꯥ ꯂꯃꯥꯏ ꯲ ꯗ — [408, 1129, 438, 1135]
section-8-col-2: ꯏꯝꯐꯥꯜ, ꯖꯅꯨꯋꯥꯔꯤ ꯲꯴ (ꯍꯨꯏꯌꯦꯟ ꯂꯥꯟꯄꯥꯎ): ꯃꯤꯌꯥꯝꯒꯤ ꯊꯕꯛ ꯑꯁꯤ ꯃꯈꯥ ꯆꯠꯊꯔꯒꯅꯤ ꯫ ꯏꯝꯐꯥꯜ, ꯖꯅꯨꯋꯥꯔꯤ ꯲꯴ (ꯍꯨꯏꯌꯦꯟ ꯂꯥꯟꯄꯥꯎ): ꯃꯤꯌꯥꯝꯒꯤ ꯊꯕꯛ ꯑꯁꯤ ꯃꯈꯥ ꯆꯠꯊꯔꯒꯅꯤ ꯫ ꯏꯝꯐꯥꯜ, ꯖꯅꯨꯋꯥꯔꯤ ꯲꯴ (ꯍꯨꯏꯌꯦꯟ ꯂꯥꯟꯄꯥꯎ): ꯃꯤꯌꯥꯝꯒꯤ ꯊꯕꯛ ꯑꯁꯤ ꯃꯈꯥ ꯆꯠꯊꯔꯒꯅꯤ ꯫ ꯏꯝꯐꯥꯜ, ꯖꯅꯨꯋꯥꯔꯤ ꯲꯴ (ꯍꯨꯏꯌꯦꯟ ꯂꯥꯟꯄꯥꯎ): ꯃꯤꯌꯥꯝꯒꯤ ꯊꯕꯛ ꯑꯁꯤ ꯃꯈꯥ ꯆꯠꯊꯔꯒꯅꯤ ꯫ ꯏꯝꯐꯥꯜ, ꯖꯅꯨꯋꯥꯔꯤ ꯲꯴ (ꯍꯨꯏꯌꯦꯟ ꯂꯥꯟꯄꯥꯎ): ꯃꯤꯌꯥꯝꯒꯤ ꯊꯕꯛ ꯑꯁꯤ ꯃꯈꯥ ꯆꯠꯊꯔꯒꯅꯤ ꯫ ꯏꯝꯐꯥꯜ, ꯖꯅꯨꯋꯥꯔꯤ ꯲꯴ (ꯍꯨꯏꯌꯦꯟ ꯂꯥꯟꯄꯥꯎ): ꯃꯤꯌꯥꯝꯒꯤ ꯊꯕꯛ ꯑꯁꯤ ꯃꯈꯥ ꯆꯠꯊꯔꯒꯅꯤ ꯫ — [212, 1026, 320, 1096]
lead-right-headline: ꯴ꯇꯤ ꯅꯣꯔꯊ ꯏꯁ꯭ꯠ ꯑꯦꯖꯨꯀꯦꯁꯟ ꯃꯦꯂꯥ ꯑꯃꯁꯨꯡ ꯔꯤꯖꯤꯑꯣꯅꯦꯜ ꯀꯟꯐꯔꯦꯟꯁ ꯀꯥꯡꯂꯥꯗ ꯍꯧꯔꯦ — [285, 214, 728, 229]
section-2 — [108, 517, 278, 709]
child-marriage-sign-text-2: NO — [680, 786, 694, 796]
section-8-col-3: ꯏꯝꯐꯥꯜ, ꯖꯅꯨꯋꯥꯔꯤ ꯲꯴ (ꯍꯨꯏꯌꯦꯟ ꯂꯥꯟꯄꯥꯎ): ꯃꯤꯌꯥꯝꯒꯤ ꯊꯕꯛ ꯑꯁꯤ ꯃꯈꯥ ꯆꯠꯊꯔꯒꯅꯤ ꯫ ꯏꯝꯐꯥꯜ, ꯖꯅꯨꯋꯥꯔꯤ ꯲꯴ (ꯍꯨꯏꯌꯦꯟ ꯂꯥꯟꯄꯥꯎ): ꯃꯤꯌꯥꯝꯒꯤ ꯊꯕꯛ ꯑꯁꯤ ꯃꯈꯥ ꯆꯠꯊꯔꯒꯅꯤ ꯫ ꯏꯝꯐꯥꯜ, ꯖꯅꯨꯋꯥꯔꯤ ꯲꯴ (ꯍꯨꯏꯌꯦꯟ ꯂꯥꯟꯄꯥꯎ): ꯃꯤꯌꯥꯝꯒꯤ ꯊꯕꯛ ꯑꯁꯤ ꯃꯈꯥ ꯆꯠꯊꯔꯒꯅꯤ ꯫ ꯏꯝꯐꯥꯜ, ꯖꯅꯨꯋꯥꯔꯤ ꯲꯴ (ꯍꯨꯏꯌꯦꯟ ꯂꯥꯟꯄꯥꯎ): ꯃꯤꯌꯥꯝꯒꯤ ꯊꯕꯛ ꯑꯁꯤ ꯃꯈꯥ ꯆꯠꯊꯔꯒꯅꯤ ꯫ ꯏꯝꯐꯥꯜ, ꯖꯅꯨꯋꯥꯔꯤ ꯲꯴ (ꯍꯨꯏꯌꯦꯟ ꯂꯥꯟꯄꯥꯎ): ꯃꯤꯌꯥꯝꯒꯤ ꯊꯕꯛ ꯑꯁꯤ ꯃꯈꯥ ꯆꯠꯊꯔꯒꯅꯤ ꯫ ꯏꯝꯐꯥꯜ, ꯖꯅꯨꯋꯥꯔꯤ ꯲꯴ (ꯍꯨꯏꯌꯦꯟ ꯂꯥꯟꯄꯥꯎ): ꯃꯤꯌꯥꯝꯒꯤ ꯊꯕꯛ ꯑꯁꯤ ꯃꯈꯥ ꯆꯠꯊꯔꯒꯅꯤ ꯫ ꯏꯝꯐꯥꯜ, ꯖꯅꯨꯋꯥꯔꯤ ꯲꯴ (ꯍꯨꯏꯌꯦꯟ ꯂꯥꯟꯄꯥꯎ): ꯃꯤꯌꯥꯝꯒꯤ ꯊꯕꯛ ꯑꯁꯤ ꯃꯈꯥ ꯆꯠꯊꯔꯒꯅꯤ ꯫ ꯏꯝꯐꯥꯜ, ꯖꯅꯨꯋꯥꯔꯤ ꯲꯴ (ꯍꯨꯏꯌꯦꯟ ꯂꯥꯟꯄꯥꯎ): ꯃꯤꯌꯥꯝꯒꯤ ꯊꯕꯛ ꯑꯁꯤ ꯃꯈꯥ ꯆꯠꯊꯔꯒꯅꯤ ꯫ ꯏꯝꯐꯥꯜ, ꯖꯅꯨꯋꯥꯔꯤ ꯲꯴ (ꯍꯨꯏꯌꯦꯟ ꯂꯥꯟꯄꯥꯎ): ꯃꯤꯌꯥꯝꯒꯤ ꯊꯕꯛ ꯑꯁꯤ ꯃꯈꯥ ꯆꯠꯊꯔꯒꯅꯤ ꯫ — [326, 948, 438, 1054]
lead-left-headline: ꯃꯤꯌꯥꯝꯒꯤ ꯄꯨꯟꯁꯤꯗ ꯑꯦꯟꯇꯤ-ꯀꯣꯔꯞꯁꯟ ꯃꯍꯩ ꯀꯨꯅꯕꯒꯤ ꯋꯥꯐꯝ — [10, 227, 233, 259]
lead-left-body-2: ꯏꯝꯐꯥꯜ, ꯖꯅꯨꯋꯥꯔꯤ ꯲꯴ (ꯍꯨꯏꯌꯦꯟ ꯂꯥꯟꯄꯥꯎ): ꯃꯅꯤꯄꯨꯔꯒꯤ ꯃꯤꯌꯥꯝꯒꯤ ꯄꯨꯟꯁꯤꯗ ꯑꯍꯣꯡꯕ ꯄꯨꯔꯛꯅꯕ ꯍꯣꯠꯅꯔꯤ ꯑꯃꯁꯨꯡ ꯁꯔꯀꯥꯔꯅ ꯊꯕꯛ ꯄꯥꯡꯊꯣꯛꯂꯤ ꯍꯥꯌꯅ ꯋꯥꯐꯝ ꯊꯝꯂꯤ ꯑꯃꯁꯨꯡ ꯂꯩꯕꯥꯛ ꯑꯁꯤꯒꯤ ꯃꯤꯌꯥꯝꯅ ꯃꯁꯤꯒꯤ ꯃꯇꯥꯡꯗ ꯆꯦꯀꯁꯤꯟꯅ ꯌꯦꯡꯁꯤꯟꯅꯕ ꯍꯥꯌꯔꯤ ꯫ ꯏꯝꯐꯥꯜ, ꯖꯅꯨꯋꯥꯔꯤ ꯲꯴ (ꯍꯨꯏꯌꯦꯟ ꯂꯥꯟꯄꯥꯎ): ꯃꯅꯤꯄꯨꯔꯒꯤ ꯃꯤꯌꯥꯝꯒꯤ ꯄꯨꯟꯁꯤꯗ ꯑꯍꯣꯡꯕ ꯄꯨꯔꯛꯅꯕ ꯍꯣꯠꯅꯔꯤ ꯑꯃꯁꯨꯡ ꯁꯔꯀꯥꯔꯅ ꯊꯕꯛ ꯄꯥꯡꯊꯣꯛꯂꯤ ꯍꯥꯌꯅ ꯋꯥꯐꯝ ꯊꯝꯂꯤ ꯑꯃꯁꯨꯡ ꯂꯩꯕꯥꯛ ꯑꯁꯤꯒꯤ ꯃꯤꯌꯥꯝꯅ ꯃꯁꯤꯒꯤ ꯃꯇꯥꯡꯗ ꯆꯦꯀꯁꯤꯟꯅ ꯌꯦꯡꯁꯤꯟꯅꯕ ꯍꯥꯌꯔꯤ ꯫ ꯏꯝꯐꯥꯜ, ꯖꯅꯨꯋꯥꯔꯤ ꯲꯴ (ꯍꯨꯏꯌꯦꯟ ꯂꯥꯟꯄꯥꯎ): ꯃꯅꯤꯄꯨꯔꯒꯤ ꯃꯤꯌꯥꯝꯒꯤ ꯄꯨꯟꯁꯤꯗ ꯑꯍꯣꯡꯕ ꯄꯨꯔꯛꯅꯕ ꯍꯣꯠꯅꯔꯤ ꯑꯃꯁꯨꯡ ꯁꯔꯀꯥꯔꯅ ꯊꯕꯛ ꯄꯥꯡꯊꯣꯛꯂꯤ ꯍꯥꯌꯅ ꯋꯥꯐꯝ ꯊꯝꯂꯤ ꯑꯃꯁꯨꯡ ꯂꯩꯕꯥꯛ — [146, 434, 278, 511]
section-5-photo — [176, 748, 278, 840]
section-6-headline: ꯊꯣꯛ ꯂꯩꯕ ꯑꯣꯏꯕ ꯑꯍꯣꯡꯕ — [285, 714, 360, 723]
teaser-2-page: • ꯂꯃꯥꯏ ꯶ — [438, 149, 463, 156]
section-9-body: ꯏꯝꯐꯥꯜ, ꯖꯅꯨꯋꯥꯔꯤ ꯲꯴ (ꯍꯨꯏꯌꯦꯟ ꯂꯥꯟꯄꯥꯎ): ꯊꯕꯛ ꯑꯁꯤꯒꯤ ꯃꯔꯃꯗ ꯋꯥꯔꯤ ꯫ ꯏꯝꯐꯥꯜ, ꯖꯅꯨꯋꯥꯔꯤ ꯲꯴ (ꯍꯨꯏꯌꯦꯟ ꯂꯥꯟꯄꯥꯎ): ꯊꯕꯛ ꯑꯁꯤꯒꯤ ꯃꯔꯃꯗ ꯋꯥꯔꯤ ꯫ ꯏꯝꯐꯥꯜ, ꯖꯅꯨꯋꯥꯔꯤ ꯲꯴ (ꯍꯨꯏꯌꯦꯟ ꯂꯥꯟꯄꯥꯎ): ꯊꯕꯛ ꯑꯁꯤꯒꯤ ꯃꯔꯃꯗ ꯋꯥꯔꯤ ꯫ ꯏꯝꯐꯥꯜ, ꯖꯅꯨꯋꯥꯔꯤ ꯲꯴ (ꯍꯨꯏꯌꯦꯟ ꯂꯥꯟꯄꯥꯎ): ꯊꯕꯛ ꯑꯁꯤꯒꯤ ꯃꯔꯃꯗ ꯋꯥꯔꯤ ꯫ ꯏꯝꯐꯥꯜ, ꯖꯅꯨꯋꯥꯔꯤ ꯲꯴ (ꯍꯨꯏꯌꯦꯟ ꯂꯥꯟꯄꯥꯎ): ꯊꯕꯛ ꯑꯁꯤꯒꯤ ꯃꯔꯃꯗ ꯋꯥꯔꯤ ꯫ ꯏꯝꯐꯥꯜ, ꯖꯅꯨꯋꯥꯔꯤ ꯲꯴ (ꯍꯨꯏꯌꯦꯟ ꯂꯥꯟꯄꯥꯎ): ꯊꯕꯛ ꯑꯁꯤꯒꯤ ꯃꯔꯃꯗ ꯋꯥꯔꯤ ꯫ ꯏꯝꯐꯥꯜ, ꯖꯅꯨꯋꯥꯔꯤ ꯲꯴ (ꯍꯨꯏꯌꯦꯟ ꯂꯥꯟꯄꯥꯎ): ꯊꯕꯛ ꯑꯁꯤꯒꯤ ꯃꯔꯃꯗ ꯋꯥꯔꯤ ꯫ ꯏꯝꯐꯥꯜ, ꯖꯅꯨꯋꯥꯔꯤ ꯲꯴ (ꯍꯨꯏꯌꯦꯟ ꯂꯥꯟꯄꯥꯎ): ꯊꯕꯛ ꯑꯁꯤꯒꯤ ꯃꯔꯃꯗ ꯋꯥꯔꯤ ꯫ ꯏꯝꯐꯥꯜ, ꯖꯅꯨꯋꯥꯔꯤ ꯲꯴ (ꯍꯨꯏꯌꯦꯟ ꯂꯥꯟꯄꯥꯎ): ꯊꯕꯛ ꯑꯁꯤꯒꯤ ꯃꯔꯃꯗ ꯋꯥꯔꯤ ꯫ ꯏꯝꯐꯥꯜ, ꯖꯅꯨꯋꯥꯔꯤ ꯲꯴ (ꯍꯨꯏꯌꯦꯟ ꯂꯥꯟꯄꯥꯎ): ꯊꯕꯛ ꯑꯁꯤꯒꯤ ꯃꯔꯃꯗ ꯋꯥꯔꯤ ꯫ ꯏꯝꯐꯥꯜ, ꯖꯅꯨꯋꯥꯔꯤ ꯲꯴ (ꯍꯨꯏꯌꯦꯟ ꯂꯥꯟꯄꯥꯎ): ꯊꯕꯛ ꯑꯁꯤꯒꯤ ꯃꯔꯃꯗ ꯋꯥꯔꯤ ꯫ — [443, 948, 553, 1068]
teaser-1-text: ꯃꯅꯤꯄꯨꯔꯗ ꯍꯨꯏꯒꯤ ꯑꯅꯧꯕ ꯍꯣꯠꯅꯕ ... — [265, 100, 370, 109]
brand-name-line2: LANPAO — [62, 62, 108, 74]
lead-right-col-2: ꯏꯝꯐꯥꯜ, ꯖꯅꯨꯋꯥꯔꯤ ꯲꯴ (ꯍꯨꯏꯌꯦꯟ ꯂꯥꯟꯄꯥꯎ): ꯅꯣꯔꯊ ꯏꯁ꯭ꯠꯀꯤ ꯑꯦꯖꯨꯀꯦꯁꯟ ꯃꯦꯂꯥ ꯑꯃꯁꯨꯡ ꯀꯟꯐꯔꯦꯟꯁ ꯑꯁꯤ ꯉꯁꯤ ꯍꯧꯔꯦ ꯑꯃꯁꯨꯡ ꯂꯩꯕꯥꯛ ꯀꯌꯥꯒꯤ ꯃꯍꯩ ꯇꯝꯕ ꯃꯤꯁꯤꯡ ꯌꯥꯎꯔꯤ ꯫ ꯏꯝꯐꯥꯜ, ꯖꯅꯨꯋꯥꯔꯤ ꯲꯴ (ꯍꯨꯏꯌꯦꯟ ꯂꯥꯟꯄꯥꯎ): ꯅꯣꯔꯊ ꯏꯁ꯭ꯠꯀꯤ ꯑꯦꯖꯨꯀꯦꯁꯟ ꯃꯦꯂꯥ ꯑꯃꯁꯨꯡ ꯀꯟꯐꯔꯦꯟꯁ ꯑꯁꯤ ꯉꯁꯤ ꯍꯧꯔꯦ ꯑꯃꯁꯨꯡ ꯂꯩꯕꯥꯛ ꯀꯌꯥꯒꯤ ꯃꯍꯩ ꯇꯝꯕ ꯃꯤꯁꯤꯡ ꯌꯥꯎꯔꯤ ꯫ ꯏꯝꯐꯥꯜ, ꯖꯅꯨꯋꯥꯔꯤ ꯲꯴ (ꯍꯨꯏꯌꯦꯟ ꯂꯥꯟꯄꯥꯎ): ꯅꯣꯔꯊ ꯏꯁ꯭ꯠꯀꯤ ꯑꯦꯖꯨꯀꯦꯁꯟ ꯃꯦꯂꯥ ꯑꯃꯁꯨꯡ ꯀꯟꯐꯔꯦꯟꯁ ꯑꯁꯤ ꯉꯁꯤ ꯍꯧꯔꯦ ꯑꯃꯁꯨꯡ ꯂꯩꯕꯥꯛ ꯀꯌꯥꯒꯤ ꯃꯍꯩ ꯇꯝꯕ ꯃꯤꯁꯤꯡ ꯌꯥꯎꯔꯤ ꯫ ꯏꯝꯐꯥꯜ, ꯖꯅꯨꯋꯥꯔꯤ ꯲꯴ (ꯍꯨꯏꯌꯦꯟ ꯂꯥꯟꯄꯥꯎ): ꯅꯣꯔꯊ ꯏꯁ꯭ꯠꯀꯤ ꯑꯦꯖꯨꯀꯦꯁꯟ ꯃꯦꯂꯥ ꯑꯃꯁꯨꯡ ꯀꯟꯐꯔꯦꯟꯁ ꯑꯁꯤ ꯉꯁꯤ ꯍꯧꯔꯦ ꯑꯃꯁꯨꯡ ꯂꯩꯕꯥꯛ ꯀꯌꯥꯒꯤ ꯃꯍꯩ ꯇꯝꯕ ꯃꯤꯁꯤꯡ ꯌꯥꯎꯔꯤ ꯫ — [399, 362, 507, 461]
dateline-bar — [10, 197, 734, 208]
poll-yes-checkbox[interactable] — [17, 891, 24, 898]
section-10-body: ꯏꯝꯐꯥꯜ, ꯖꯅꯨꯋꯥꯔꯤ ꯲꯴ (ꯍꯨꯏꯌꯦꯟ ꯂꯥꯟꯄꯥꯎ): ꯃꯤꯌꯥꯝꯒꯤ ꯊꯧꯔꯝ ꯑꯁꯤ ꯅꯨꯃꯤꯠ ꯀꯌꯥ ꯍꯧꯔꯒꯅꯤ ꯫ ꯏꯝꯐꯥꯜ, ꯖꯅꯨꯋꯥꯔꯤ ꯲꯴ (ꯍꯨꯏꯌꯦꯟ ꯂꯥꯟꯄꯥꯎ): ꯃꯤꯌꯥꯝꯒꯤ ꯊꯧꯔꯝ ꯑꯁꯤ ꯅꯨꯃꯤꯠ ꯀꯌꯥ ꯍꯧꯔꯒꯅꯤ ꯫ ꯏꯝꯐꯥꯜ, ꯖꯅꯨꯋꯥꯔꯤ ꯲꯴ (ꯍꯨꯏꯌꯦꯟ ꯂꯥꯟꯄꯥꯎ): ꯃꯤꯌꯥꯝꯒꯤ ꯊꯧꯔꯝ ꯑꯁꯤ ꯅꯨꯃꯤꯠ ꯀꯌꯥ ꯍꯧꯔꯒꯅꯤ ꯫ ꯏꯝꯐꯥꯜ, ꯖꯅꯨꯋꯥꯔꯤ ꯲꯴ (ꯍꯨꯏꯌꯦꯟ ꯂꯥꯟꯄꯥꯎ): ꯃꯤꯌꯥꯝꯒꯤ ꯊꯧꯔꯝ ꯑꯁꯤ ꯅꯨꯃꯤꯠ ꯀꯌꯥ ꯍꯧꯔꯒꯅꯤ ꯫ ꯏꯝꯐꯥꯜ, ꯖꯅꯨꯋꯥꯔꯤ ꯲꯴ (ꯍꯨꯏꯌꯦꯟ ꯂꯥꯟꯄꯥꯎ): ꯃꯤꯌꯥꯝꯒꯤ ꯊꯧꯔꯝ ꯑꯁꯤ ꯅꯨꯃꯤꯠ ꯀꯌꯥ ꯍꯧꯔꯒꯅꯤ ꯫ ꯏꯝꯐꯥꯜ, ꯖꯅꯨꯋꯥꯔꯤ ꯲꯴ (ꯍꯨꯏꯌꯦꯟ ꯂꯥꯟꯄꯥꯎ): ꯃꯤꯌꯥꯝꯒꯤ ꯊꯧꯔꯝ ꯑꯁꯤ ꯅꯨꯃꯤꯠ ꯀꯌꯥ ꯍꯧꯔꯒꯅꯤ ꯫ ꯏꯝꯐꯥꯜ, ꯖꯅꯨꯋꯥꯔꯤ ꯲꯴ (ꯍꯨꯏꯌꯦꯟ ꯂꯥꯟꯄꯥꯎ): ꯃꯤꯌꯥꯝꯒꯤ ꯊꯧꯔꯝ ꯑꯁꯤ ꯅꯨꯃꯤꯠ ꯀꯌꯥ ꯍꯧꯔꯒꯅꯤ ꯫ ꯏꯝꯐꯥꯜ, ꯖꯅꯨꯋꯥꯔꯤ ꯲꯴ (ꯍꯨꯏꯌꯦꯟ ꯂꯥꯟꯄꯥꯎ): ꯃꯤꯌꯥꯝꯒꯤ ꯊꯧꯔꯝ ꯑꯁꯤ ꯅꯨꯃꯤꯠ ꯀꯌꯥ ꯍꯧꯔꯒꯅꯤ ꯫ ꯏꯝꯐꯥꯜ, ꯖꯅꯨꯋꯥꯔꯤ ꯲꯴ (ꯍꯨꯏꯌꯦꯟ ꯂꯥꯟꯄꯥꯎ): ꯃꯤꯌꯥꯝꯒꯤ ꯊꯧꯔꯝ ꯑꯁꯤ ꯅꯨꯃꯤꯠ ꯀꯌꯥ ꯍꯧꯔꯒꯅꯤ ꯫ ꯏꯝꯐꯥꯜ, ꯖꯅꯨꯋꯥꯔꯤ ꯲꯴ (ꯍꯨꯏꯌꯦꯟ ꯂꯥꯟꯄꯥꯎ): ꯃꯤꯌꯥꯝꯒꯤ ꯊꯧꯔꯝ ꯑꯁꯤ ꯅꯨꯃꯤꯠ ꯀꯌꯥ ꯍꯧꯔꯒꯅꯤ ꯫ — [558, 952, 734, 1029]
brand-tagline: The messenger of the masses — [62, 76, 130, 81]
poll-no-checkbox[interactable] — [57, 891, 64, 898]
poll-yes-option[interactable] — [17, 891, 34, 898]
section-4-headline: ꯂꯩꯕꯥꯛꯀꯤ ꯃꯤꯌꯥꯝꯒꯤ ꯊꯕꯛ ꯑꯅꯧꯕ ꯄꯨꯔꯛꯀꯅꯤ — [546, 519, 718, 530]
teaser-2[interactable] — [348, 133, 488, 156]
section-1-title: ꯊꯣꯛ ꯑꯣꯏꯕ ꯌꯥꯕ — [14, 521, 67, 531]
teaser-3[interactable] — [265, 168, 485, 191]
lead-left-caption: ꯍꯧꯖꯤꯛ ꯀꯥꯡꯂꯥ ꯄꯥꯔꯛꯀꯤ ꯃꯅꯥꯛꯇ ꯆꯠꯂꯤꯕ ꯈꯣꯡꯖꯦꯜ ꯑꯃꯁꯨꯡ ꯂꯝꯕꯤꯗ ꯃꯤꯁꯤꯡ ꯀꯨꯗꯥꯡ ꯑꯣꯏꯕ — [10, 423, 183, 428]
section-1-body: ꯏꯝꯐꯥꯜ, ꯖꯅꯨꯋꯥꯔꯤ ꯲꯴ (ꯍꯨꯏꯌꯦꯟ ꯂꯥꯟꯄꯥꯎ): ꯑꯉꯥꯡ ꯑꯃꯁꯨꯡ ꯅꯨꯄꯤꯁꯤꯡꯒꯤ ꯃꯍꯩꯁꯤꯡ ꯑꯅꯧꯕ ꯃꯑꯣꯡꯗ ꯊꯝꯖꯤꯟꯒꯅꯤ ꯫ ꯏꯝꯐꯥꯜ, ꯖꯅꯨꯋꯥꯔꯤ ꯲꯴ (ꯍꯨꯏꯌꯦꯟ ꯂꯥꯟꯄꯥꯎ): ꯑꯉꯥꯡ ꯑꯃꯁꯨꯡ ꯅꯨꯄꯤꯁꯤꯡꯒꯤ ꯃꯍꯩꯁꯤꯡ ꯑꯅꯧꯕ ꯃꯑꯣꯡꯗ ꯊꯝꯖꯤꯟꯒꯅꯤ ꯫ ꯏꯝꯐꯥꯜ, ꯖꯅꯨꯋꯥꯔꯤ ꯲꯴ (ꯍꯨꯏꯌꯦꯟ ꯂꯥꯟꯄꯥꯎ): ꯑꯉꯥꯡ ꯑꯃꯁꯨꯡ ꯅꯨꯄꯤꯁꯤꯡꯒꯤ ꯃꯍꯩꯁꯤꯡ ꯑꯅꯧꯕ ꯃꯑꯣꯡꯗ ꯊꯝꯖꯤꯟꯒꯅꯤ ꯫ ꯏꯝꯐꯥꯜ, ꯖꯅꯨꯋꯥꯔꯤ ꯲꯴ (ꯍꯨꯏꯌꯦꯟ ꯂꯥꯟꯄꯥꯎ): ꯑꯉꯥꯡ ꯑꯃꯁꯨꯡ ꯅꯨꯄꯤꯁꯤꯡꯒꯤ ꯃꯍꯩꯁꯤꯡ ꯑꯅꯧꯕ ꯃꯑꯣꯡꯗ ꯊꯝꯖꯤꯟꯒꯅꯤ ꯫ ꯏꯝꯐꯥꯜ, ꯖꯅꯨꯋꯥꯔꯤ ꯲꯴ (ꯍꯨꯏꯌꯦꯟ ꯂꯥꯟꯄꯥꯎ): ꯑꯉꯥꯡ ꯑꯃꯁꯨꯡ ꯅꯨꯄꯤꯁꯤꯡꯒꯤ ꯃꯍꯩꯁꯤꯡ ꯑꯅꯧꯕ ꯃꯑꯣꯡꯗ ꯊꯝꯖꯤꯟꯒꯅꯤ ꯫ ꯏꯝꯐꯥꯜ, ꯖꯅꯨꯋꯥꯔꯤ ꯲꯴ (ꯍꯨꯏꯌꯦꯟ ꯂꯥꯟꯄꯥꯎ): ꯑꯉꯥꯡ ꯑꯃꯁꯨꯡ ꯅꯨꯄꯤꯁꯤꯡꯒꯤ ꯃꯍꯩꯁꯤꯡ ꯑꯅꯧꯕ ꯃꯑꯣꯡꯗ ꯊꯝꯖꯤꯟꯒꯅꯤ ꯫ ꯏꯝꯐꯥꯜ, ꯖꯅꯨꯋꯥꯔꯤ ꯲꯴ (ꯍꯨꯏꯌꯦꯟ ꯂꯥꯟꯄꯥꯎ): ꯑꯉꯥꯡ ꯑꯃꯁꯨꯡ ꯅꯨꯄꯤꯁꯤꯡꯒꯤ ꯃꯍꯩꯁꯤꯡ ꯑꯅꯧꯕ ꯃꯑꯣꯡꯗ ꯊꯝꯖꯤꯟꯒꯅꯤ ꯫ ꯏꯝꯐꯥꯜ, ꯖꯅꯨꯋꯥꯔꯤ ꯲꯴ (ꯍꯨꯏꯌꯦꯟ ꯂꯥꯟꯄꯥꯎ): ꯑꯉꯥꯡ ꯑꯃꯁꯨꯡ ꯅꯨꯄꯤꯁꯤꯡꯒꯤ ꯃꯍꯩꯁꯤꯡ ꯑꯅꯧꯕ ꯃꯑꯣꯡꯗ ꯊꯝꯖꯤꯟꯒꯅꯤ ꯫ ꯏꯝꯐꯥꯜ, ꯖꯅꯨꯋꯥꯔꯤ ꯲꯴ (ꯍꯨꯏꯌꯦꯟ ꯂꯥꯟꯄꯥꯎ): ꯑꯉꯥꯡ ꯑꯃꯁꯨꯡ ꯅꯨꯄꯤꯁꯤꯡꯒꯤ ꯃꯍꯩꯁꯤꯡ ꯑꯅꯧꯕ ꯃꯑꯣꯡꯗ ꯊꯝꯖꯤꯟꯒꯅꯤ ꯫ — [14, 535, 98, 726]
poll-result-q-label: Q. — [14, 943, 23, 951]
rni-number: RNI Regn. No. MANMEE/2005/31282 — [602, 199, 687, 205]
poll-result-heading: NGARANG GI RESULT — [11, 931, 101, 940]
poll-closes: POLL CLOSES AT MIDNIGHT — [11, 901, 101, 909]
section-9-more[interactable]: ꯃꯈꯥ ꯂꯃꯥꯏ ꯲ ꯗ — [523, 1131, 553, 1137]
poll-result-no: No 12% — [63, 985, 83, 991]
section-1 — [10, 517, 102, 817]
lead-left — [10, 212, 278, 512]
lead-right-col-3: ꯏꯝꯐꯥꯜ, ꯖꯅꯨꯋꯥꯔꯤ ꯲꯴ (ꯍꯨꯏꯌꯦꯟ ꯂꯥꯟꯄꯥꯎ): ꯅꯣꯔꯊ ꯏꯁ꯭ꯠꯀꯤ ꯑꯦꯖꯨꯀꯦꯁꯟ ꯃꯦꯂꯥ ꯑꯃꯁꯨꯡ ꯀꯟꯐꯔꯦꯟꯁ ꯑꯁꯤ ꯉꯁꯤ ꯍꯧꯔꯦ ꯑꯃꯁꯨꯡ ꯂꯩꯕꯥꯛ ꯀꯌꯥꯒꯤ ꯃꯍꯩ ꯇꯝꯕ ꯃꯤꯁꯤꯡ ꯌꯥꯎꯔꯤ ꯫ ꯏꯝꯐꯥꯜ, ꯖꯅꯨꯋꯥꯔꯤ ꯲꯴ (ꯍꯨꯏꯌꯦꯟ ꯂꯥꯟꯄꯥꯎ): ꯅꯣꯔꯊ ꯏꯁ꯭ꯠꯀꯤ ꯑꯦꯖꯨꯀꯦꯁꯟ ꯃꯦꯂꯥ ꯑꯃꯁꯨꯡ ꯀꯟꯐꯔꯦꯟꯁ ꯑꯁꯤ ꯉꯁꯤ ꯍꯧꯔꯦ ꯑꯃꯁꯨꯡ ꯂꯩꯕꯥꯛ ꯀꯌꯥꯒꯤ ꯃꯍꯩ ꯇꯝꯕ ꯃꯤꯁꯤꯡ ꯌꯥꯎꯔꯤ ꯫ ꯏꯝꯐꯥꯜ, ꯖꯅꯨꯋꯥꯔꯤ ꯲꯴ (ꯍꯨꯏꯌꯦꯟ ꯂꯥꯟꯄꯥꯎ): ꯅꯣꯔꯊ ꯏꯁ꯭ꯠꯀꯤ ꯑꯦꯖꯨꯀꯦꯁꯟ ꯃꯦꯂꯥ ꯑꯃꯁꯨꯡ ꯀꯟꯐꯔꯦꯟꯁ ꯑꯁꯤ ꯉꯁꯤ ꯍꯧꯔꯦ ꯑꯃꯁꯨꯡ ꯂꯩꯕꯥꯛ ꯀꯌꯥꯒꯤ ꯃꯍꯩ ꯇꯝꯕ ꯃꯤꯁꯤꯡ ꯌꯥꯎꯔꯤ ꯫ ꯏꯝꯐꯥꯜ, ꯖꯅꯨꯋꯥꯔꯤ ꯲꯴ (ꯍꯨꯏꯌꯦꯟ ꯂꯥꯟꯄꯥꯎ): ꯅꯣꯔꯊ ꯏꯁ꯭ꯠꯀꯤ ꯑꯦꯖꯨꯀꯦꯁꯟ ꯃꯦꯂꯥ ꯑꯃꯁꯨꯡ ꯀꯟꯐꯔꯦꯟꯁ ꯑꯁꯤ ꯉꯁꯤ ꯍꯧꯔꯦ ꯑꯃꯁꯨꯡ ꯂꯩꯕꯥꯛ ꯀꯌꯥꯒꯤ ꯃꯍꯩ ꯇꯝꯕ ꯃꯤꯁꯤꯡ ꯌꯥꯎꯔꯤ ꯫ — [513, 362, 621, 461]
cartoon-caption: - ꯆꯤꯟ ꯁꯦꯟ — [61, 1130, 84, 1135]
poll-box — [10, 836, 102, 1046]
poll-q-label: Q. — [14, 851, 23, 859]
section-5 — [108, 714, 278, 924]
child-marriage-sign-text-4: MARRIAGE — [670, 804, 704, 810]
top-left-story: ꯒꯪꯊꯥꯡ ꯱꯱ ꯍꯥꯏꯕ ꯑꯃꯁꯨꯡ ꯆꯥꯡꯌꯦꯡ ꯃꯍꯩ ꯐꯪꯂꯕ ꯁꯤꯡꯒꯤ ꯃꯅꯥꯛꯇ ... — [165, 96, 265, 110]
poll-yes-label: Yes — [25, 892, 34, 898]
section-8 — [108, 918, 438, 1138]
poll-result-question: Chatharakliba 'War on Drugs campaign ashida ching amasung tamgi meeyamna mateng pangsinba watli hainaba langaora? — [25, 943, 99, 973]
section-4-more[interactable]: ꯃꯈꯥ ꯂꯃꯥꯏ ꯲ ꯗ — [704, 700, 734, 706]
lead-right-red-box: ꯍꯧꯖꯤꯛ ꯃꯤꯌꯥꯝꯅ ꯃꯔꯝ ꯈꯪꯗꯕ ꯃꯇꯃꯗ ꯁꯦꯟꯂꯣꯟꯒꯤ ꯊꯕꯛ ꯀꯌꯥ ꯄꯥꯡꯊꯣꯛꯂꯕꯅ ꯆꯨꯡꯕꯤ — [285, 262, 397, 344]
teaser-1[interactable] — [265, 100, 475, 128]
section-4 — [546, 517, 734, 709]
